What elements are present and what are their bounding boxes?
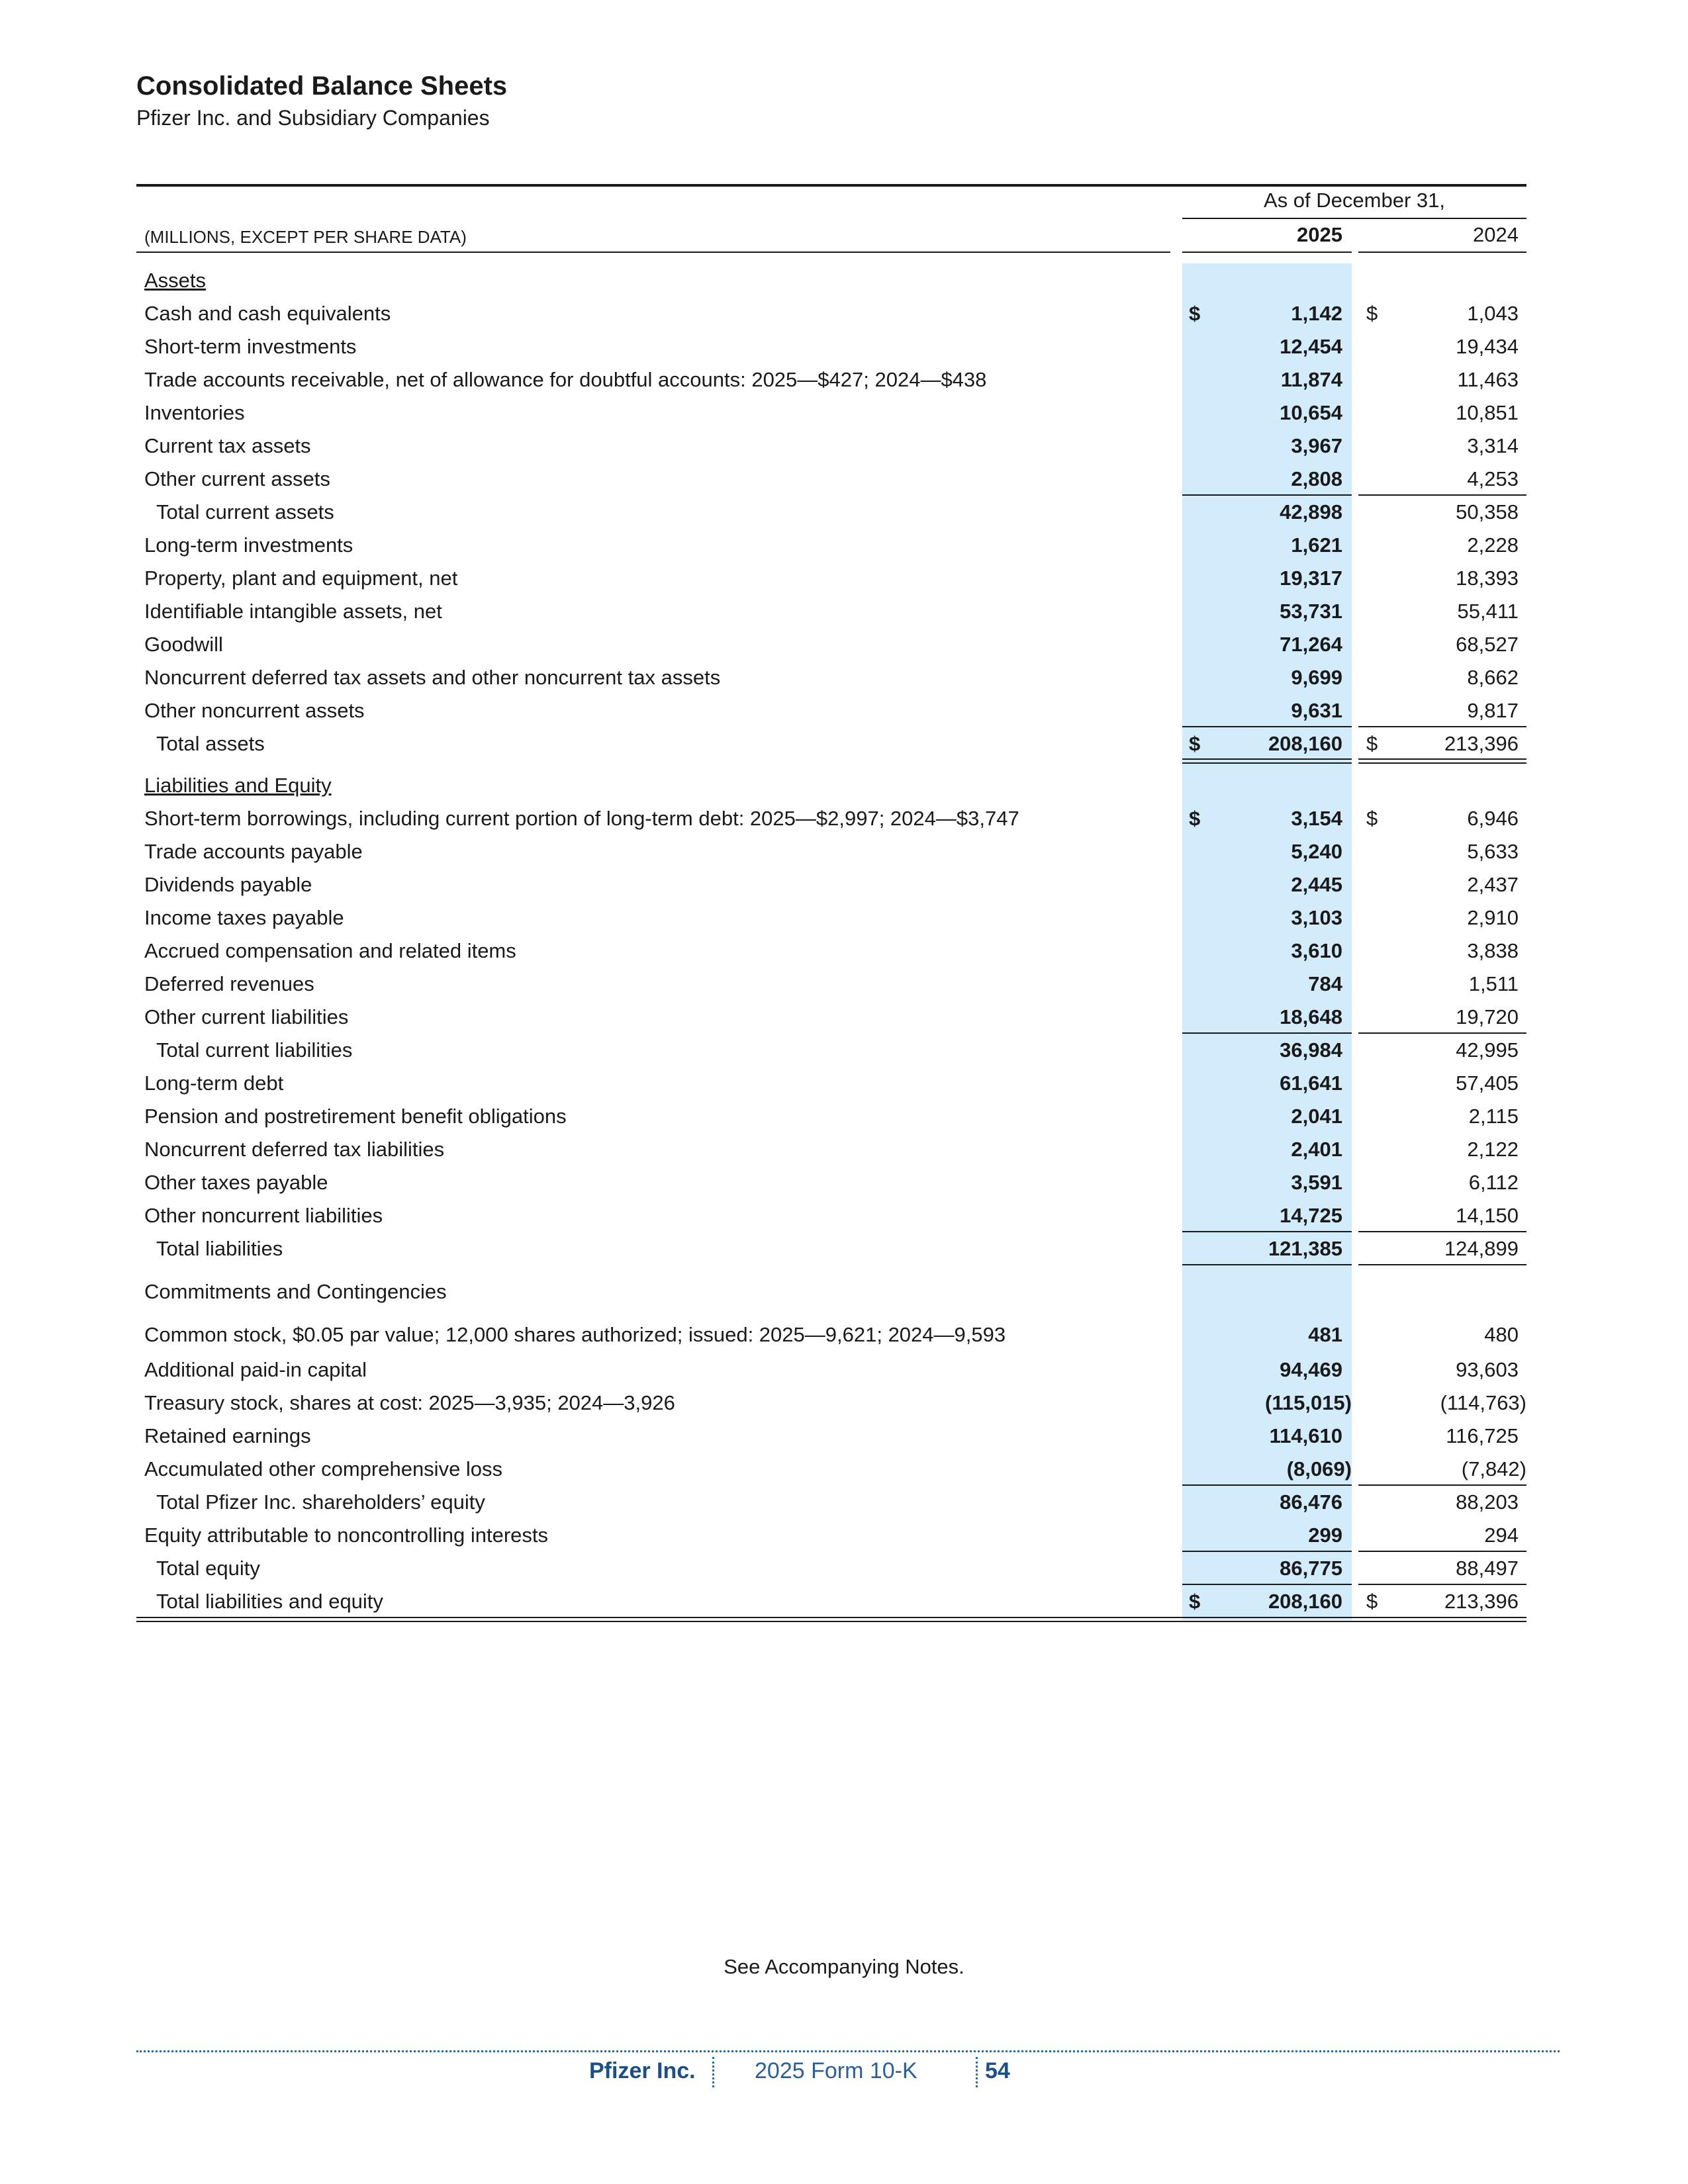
subtotal-rule [1182,1264,1352,1265]
value-2025: 3,103 [1291,906,1342,929]
table-row [136,1167,1526,1199]
row-label: Accumulated other comprehensive loss [144,1457,503,1480]
footer-company: Pfizer Inc. [589,2058,696,2083]
value-2025: 2,445 [1291,873,1342,896]
row-label: Long-term investments [144,533,353,557]
value-2024: 213,396 [1444,1590,1519,1613]
grand-total-double-rule [136,1617,1526,1622]
value-2025: 18,648 [1280,1005,1342,1028]
value-2024: 124,899 [1444,1237,1519,1260]
table-row [136,1387,1526,1419]
value-2025: 3,610 [1291,939,1342,962]
subtotal-rule [1358,494,1526,496]
value-2024: 11,463 [1457,368,1519,391]
subtotal-rule [1182,1584,1352,1585]
value-2024: 42,995 [1456,1038,1519,1062]
table-row [136,529,1526,561]
subtotal-rule [1182,1551,1352,1552]
value-2024: 213,396 [1444,732,1519,755]
header-units: (MILLIONS, EXCEPT PER SHARE DATA) [144,227,467,247]
row-label: Trade accounts payable [144,840,363,863]
total-row [136,728,1526,760]
total-row [136,1553,1526,1584]
row-label: Goodwill [144,633,223,656]
subtotal-rule [1182,1032,1352,1034]
table-row [136,463,1526,495]
subtotal-rule [1358,726,1526,727]
total-row [136,496,1526,528]
page-title: Consolidated Balance Sheets [136,71,508,101]
table-row [136,803,1526,835]
table-row [136,662,1526,694]
value-2024: 9,817 [1467,699,1519,722]
table-row [136,1001,1526,1033]
subtotal-rule [1358,1551,1526,1552]
value-2025: 42,898 [1280,500,1342,523]
value-2024: 2,910 [1467,906,1519,929]
footer-separator [712,2057,714,2087]
value-2025: 481 [1308,1323,1342,1346]
row-label: Inventories [144,401,245,424]
value-2025: 9,699 [1291,666,1342,689]
row-label: Total Pfizer Inc. shareholders’ equity [156,1490,485,1514]
value-2024: 50,358 [1456,500,1519,523]
currency-symbol: $ [1366,302,1378,325]
value-2024: 3,314 [1467,434,1519,457]
header-as-of-rule [1182,218,1526,219]
footer-rule [136,2050,1560,2052]
value-2024: 3,838 [1467,939,1519,962]
row-label: Treasury stock, shares at cost: 2025—3,935; 2024—3,926 [144,1391,675,1414]
value-2025: 61,641 [1280,1071,1342,1095]
section-heading-row [136,265,1526,296]
section-heading-assets: Assets [144,269,207,292]
row-label: Dividends payable [144,873,312,896]
value-2025: 10,654 [1280,401,1342,424]
table-row [136,695,1526,727]
value-2025: 2,401 [1291,1138,1342,1161]
header-year-current: 2025 [1297,223,1342,246]
value-2024: 8,662 [1467,666,1519,689]
row-label: Pension and postretirement benefit obligations [144,1105,567,1128]
subtotal-rule [1358,1484,1526,1486]
section-heading-row [136,770,1526,801]
value-2025: 1,621 [1291,533,1342,557]
value-2024: 1,511 [1468,972,1519,995]
row-label: Other current assets [144,467,330,490]
row-label: Income taxes payable [144,906,344,929]
value-2024: 2,228 [1467,533,1519,557]
value-2024: 55,411 [1457,600,1519,623]
value-2024: 6,946 [1467,807,1519,830]
value-2024: 6,112 [1468,1171,1519,1194]
value-2024: 5,633 [1467,840,1519,863]
table-row [136,902,1526,934]
table-row [136,1354,1526,1386]
row-label: Retained earnings [144,1424,311,1447]
row-label: Total equity [156,1557,260,1580]
table-row [136,1520,1526,1551]
value-2025: 2,808 [1291,467,1342,490]
header-rule-current [1182,251,1352,253]
value-2025: 2,041 [1291,1105,1342,1128]
row-label: Noncurrent deferred tax liabilities [144,1138,445,1161]
table-row [136,869,1526,901]
table-row [136,968,1526,1000]
table-row [136,629,1526,660]
row-label: Other noncurrent assets [144,699,365,722]
row-label: Total assets [156,732,265,755]
value-2025: 14,725 [1280,1204,1342,1227]
value-2025: 19,317 [1280,567,1342,590]
header-rule-prior [1358,251,1526,253]
currency-symbol: $ [1366,1590,1378,1613]
value-2024: 19,434 [1456,335,1519,358]
row-label: Identifiable intangible assets, net [144,600,442,623]
page-subtitle: Pfizer Inc. and Subsidiary Companies [136,106,490,130]
value-2025: 9,631 [1291,699,1342,722]
value-2025: 36,984 [1280,1038,1342,1062]
value-2025: 12,454 [1280,335,1342,358]
value-2025: 71,264 [1280,633,1342,656]
accompanying-notes: See Accompanying Notes. [724,1955,964,1978]
subtotal-rule [1358,1231,1526,1232]
row-label: Accrued compensation and related items [144,939,516,962]
currency-symbol: $ [1189,302,1201,325]
subtotal-rule [1182,1484,1352,1486]
value-2024: 10,851 [1456,401,1519,424]
row-label: Total liabilities [156,1237,283,1260]
value-2024: 93,603 [1456,1358,1519,1381]
subtotal-rule [1358,1032,1526,1034]
header-year-prior: 2024 [1473,223,1519,246]
balance-sheet-table [136,0,1526,2184]
row-label: Total current liabilities [156,1038,353,1062]
value-2025: 784 [1308,972,1342,995]
row-label: Other taxes payable [144,1171,328,1194]
value-2024: 2,122 [1467,1138,1519,1161]
row-label: Short-term borrowings, including current portion of long-term debt: 2025—$2,997; 2024—$3,747 [144,807,1019,830]
row-label: Deferred revenues [144,972,314,995]
value-2025: 299 [1308,1524,1342,1547]
row-label: Common stock, $0.05 par value; 12,000 shares authorized; issued: 2025—9,621; 2024—9,593 [144,1323,1006,1346]
value-2024: 18,393 [1456,567,1519,590]
row-label: Cash and cash equivalents [144,302,391,325]
value-2024: (114,763) [1440,1391,1526,1414]
table-row [136,1101,1526,1132]
table-row [136,563,1526,594]
value-2025: 114,610 [1269,1424,1342,1447]
total-double-rule [1182,758,1352,764]
value-2025: 121,385 [1268,1237,1342,1260]
total-double-rule [1358,758,1526,764]
table-row [136,331,1526,363]
row-label: Total current assets [156,500,334,523]
header-rule [136,251,1170,253]
subtotal-rule [1358,1264,1526,1265]
table-row [136,397,1526,429]
row-label: Other noncurrent liabilities [144,1204,383,1227]
row-label: Trade accounts receivable, net of allowance for doubtful accounts: 2025—$427; 2024—$438 [144,368,987,391]
value-2025: (115,015) [1265,1391,1352,1414]
subtotal-rule [1182,726,1352,727]
value-2024: 88,203 [1456,1490,1519,1514]
value-2025: 1,142 [1291,302,1342,325]
table-row [136,1453,1526,1485]
table-top-rule [136,184,1526,187]
grand-total-row [136,1586,1526,1617]
commitments-row [136,1276,1526,1308]
table-row [136,364,1526,396]
table-row [136,596,1526,627]
value-2024: 116,725 [1446,1424,1519,1447]
value-2025: 94,469 [1280,1358,1342,1381]
subtotal-rule [1182,1231,1352,1232]
commitments-label: Commitments and Contingencies [144,1280,447,1303]
row-label: Total liabilities and equity [156,1590,383,1613]
value-2025: 208,160 [1268,1590,1342,1613]
subtotal-rule [1358,1584,1526,1585]
value-2024: 2,437 [1467,873,1519,896]
table-row [136,1319,1526,1351]
value-2025: 208,160 [1268,732,1342,755]
value-2025: 3,967 [1291,434,1342,457]
value-2024: 4,253 [1467,467,1519,490]
currency-symbol: $ [1189,807,1201,830]
subtotal-rule [1182,494,1352,496]
row-label: Long-term debt [144,1071,284,1095]
total-row [136,1034,1526,1066]
value-2024: 2,115 [1468,1105,1519,1128]
footer-form: 2025 Form 10-K [755,2058,917,2083]
row-label: Property, plant and equipment, net [144,567,458,590]
value-2024: 294 [1484,1524,1519,1547]
value-2024: 68,527 [1456,633,1519,656]
currency-symbol: $ [1189,732,1201,755]
row-label: Additional paid-in capital [144,1358,367,1381]
value-2025: 86,476 [1280,1490,1342,1514]
total-row [136,1233,1526,1265]
table-row [136,1134,1526,1165]
table-row [136,1068,1526,1099]
value-2024: 88,497 [1456,1557,1519,1580]
total-row [136,1486,1526,1518]
footer-separator [976,2057,978,2087]
row-label: Noncurrent deferred tax assets and other noncurrent tax assets [144,666,721,689]
value-2025: 3,591 [1291,1171,1342,1194]
page-number: 54 [985,2058,1010,2083]
row-label: Current tax assets [144,434,311,457]
row-label: Other current liabilities [144,1005,349,1028]
table-row [136,1420,1526,1452]
currency-symbol: $ [1366,732,1378,755]
table-row [136,935,1526,967]
currency-symbol: $ [1366,807,1378,830]
value-2025: 11,874 [1280,368,1342,391]
value-2025: 53,731 [1280,600,1342,623]
value-2024: 19,720 [1456,1005,1519,1028]
table-row [136,430,1526,462]
value-2024: 57,405 [1456,1071,1519,1095]
table-row [136,836,1526,868]
section-heading-liabilities: Liabilities and Equity [144,774,332,797]
row-label: Short-term investments [144,335,357,358]
value-2025: 3,154 [1291,807,1342,830]
value-2025: 86,775 [1280,1557,1342,1580]
table-row [136,1200,1526,1232]
value-2024: 480 [1484,1323,1519,1346]
currency-symbol: $ [1189,1590,1201,1613]
row-label: Equity attributable to noncontrolling interests [144,1524,549,1547]
value-2025: 5,240 [1291,840,1342,863]
value-2024: 1,043 [1467,302,1519,325]
value-2025: (8,069) [1286,1457,1352,1480]
value-2024: 14,150 [1456,1204,1519,1227]
table-row [136,298,1526,330]
header-as-of: As of December 31, [1264,189,1445,212]
value-2024: (7,842) [1461,1457,1526,1480]
